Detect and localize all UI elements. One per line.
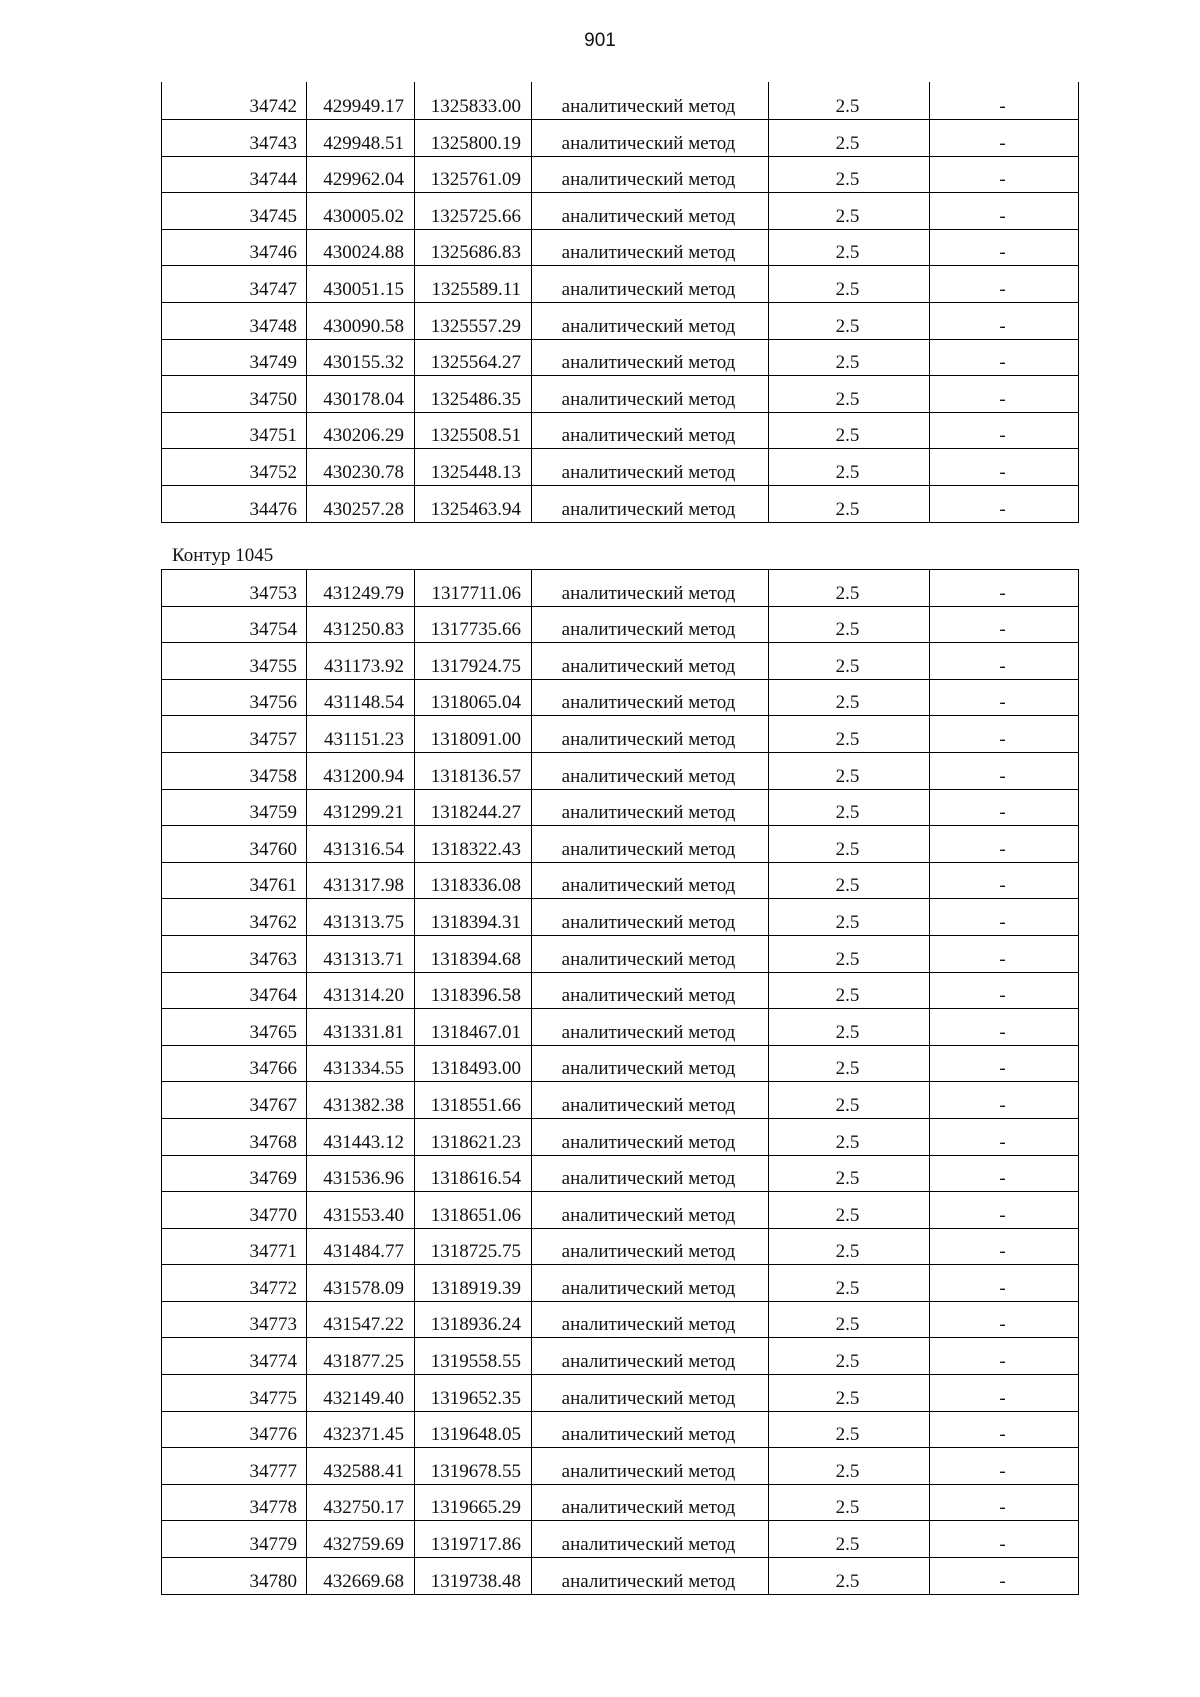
coordinates-table-contour <box>161 569 1079 1595</box>
accuracy-cell: 2.5 <box>769 1411 930 1448</box>
x-coordinate-cell: 431443.12 <box>307 1118 415 1155</box>
note-cell: - <box>930 229 1079 266</box>
table-row <box>162 156 1079 193</box>
method-cell: аналитический метод <box>532 229 769 266</box>
accuracy-cell: 2.5 <box>769 120 930 157</box>
note-cell: - <box>930 862 1079 899</box>
y-coordinate-cell: 1318936.24 <box>415 1301 532 1338</box>
point-number-cell: 34768 <box>162 1118 307 1155</box>
method-cell: аналитический метод <box>532 899 769 936</box>
accuracy-cell: 2.5 <box>769 193 930 230</box>
accuracy-cell: 2.5 <box>769 826 930 863</box>
page-number: 901 <box>584 30 616 51</box>
point-number-cell: 34476 <box>162 486 307 523</box>
x-coordinate-cell: 431148.54 <box>307 679 415 716</box>
accuracy-cell: 2.5 <box>769 679 930 716</box>
accuracy-cell: 2.5 <box>769 1375 930 1412</box>
method-cell: аналитический метод <box>532 120 769 157</box>
x-coordinate-cell: 432750.17 <box>307 1484 415 1521</box>
note-cell: - <box>930 1448 1079 1485</box>
y-coordinate-cell: 1317711.06 <box>415 570 532 607</box>
y-coordinate-cell: 1318467.01 <box>415 1009 532 1046</box>
point-number-cell: 34776 <box>162 1411 307 1448</box>
table-row <box>162 1558 1079 1595</box>
y-coordinate-cell: 1318493.00 <box>415 1045 532 1082</box>
table-row <box>162 82 1079 120</box>
accuracy-cell: 2.5 <box>769 1155 930 1192</box>
note-cell: - <box>930 826 1079 863</box>
x-coordinate-cell: 430230.78 <box>307 449 415 486</box>
note-cell: - <box>930 1375 1079 1412</box>
note-cell: - <box>930 1338 1079 1375</box>
y-coordinate-cell: 1319678.55 <box>415 1448 532 1485</box>
table-row <box>162 266 1079 303</box>
point-number-cell: 34765 <box>162 1009 307 1046</box>
note-cell: - <box>930 570 1079 607</box>
note-cell: - <box>930 972 1079 1009</box>
accuracy-cell: 2.5 <box>769 1484 930 1521</box>
y-coordinate-cell: 1319558.55 <box>415 1338 532 1375</box>
table-row <box>162 486 1079 523</box>
method-cell: аналитический метод <box>532 570 769 607</box>
y-coordinate-cell: 1318136.57 <box>415 752 532 789</box>
x-coordinate-cell: 432371.45 <box>307 1411 415 1448</box>
note-cell: - <box>930 1045 1079 1082</box>
note-cell: - <box>930 156 1079 193</box>
note-cell: - <box>930 1118 1079 1155</box>
accuracy-cell: 2.5 <box>769 789 930 826</box>
point-number-cell: 34749 <box>162 339 307 376</box>
note-cell: - <box>930 412 1079 449</box>
point-number-cell: 34761 <box>162 862 307 899</box>
point-number-cell: 34745 <box>162 193 307 230</box>
x-coordinate-cell: 431578.09 <box>307 1265 415 1302</box>
point-number-cell: 34752 <box>162 449 307 486</box>
x-coordinate-cell: 431151.23 <box>307 716 415 753</box>
accuracy-cell: 2.5 <box>769 862 930 899</box>
x-coordinate-cell: 431331.81 <box>307 1009 415 1046</box>
table-row <box>162 1411 1079 1448</box>
x-coordinate-cell: 431553.40 <box>307 1192 415 1229</box>
accuracy-cell: 2.5 <box>769 229 930 266</box>
point-number-cell: 34756 <box>162 679 307 716</box>
x-coordinate-cell: 431334.55 <box>307 1045 415 1082</box>
accuracy-cell: 2.5 <box>769 1228 930 1265</box>
accuracy-cell: 2.5 <box>769 449 930 486</box>
note-cell: - <box>930 1301 1079 1338</box>
x-coordinate-cell: 431547.22 <box>307 1301 415 1338</box>
note-cell: - <box>930 120 1079 157</box>
x-coordinate-cell: 431877.25 <box>307 1338 415 1375</box>
note-cell: - <box>930 266 1079 303</box>
method-cell: аналитический метод <box>532 1411 769 1448</box>
x-coordinate-cell: 431314.20 <box>307 972 415 1009</box>
method-cell: аналитический метод <box>532 412 769 449</box>
note-cell: - <box>930 339 1079 376</box>
table-row <box>162 449 1079 486</box>
x-coordinate-cell: 430005.02 <box>307 193 415 230</box>
method-cell: аналитический метод <box>532 826 769 863</box>
table-row <box>162 862 1079 899</box>
method-cell: аналитический метод <box>532 1009 769 1046</box>
y-coordinate-cell: 1325486.35 <box>415 376 532 413</box>
table-row <box>162 789 1079 826</box>
method-cell: аналитический метод <box>532 193 769 230</box>
table-row <box>162 229 1079 266</box>
note-cell: - <box>930 935 1079 972</box>
table-row <box>162 1484 1079 1521</box>
x-coordinate-cell: 430178.04 <box>307 376 415 413</box>
x-coordinate-cell: 431313.75 <box>307 899 415 936</box>
note-cell: - <box>930 1558 1079 1595</box>
table-row <box>162 1192 1079 1229</box>
table-row <box>162 826 1079 863</box>
accuracy-cell: 2.5 <box>769 1301 930 1338</box>
note-cell: - <box>930 82 1079 120</box>
method-cell: аналитический метод <box>532 1155 769 1192</box>
x-coordinate-cell: 430257.28 <box>307 486 415 523</box>
method-cell: аналитический метод <box>532 339 769 376</box>
x-coordinate-cell: 430090.58 <box>307 303 415 340</box>
point-number-cell: 34770 <box>162 1192 307 1229</box>
table-row <box>162 935 1079 972</box>
method-cell: аналитический метод <box>532 935 769 972</box>
y-coordinate-cell: 1318394.31 <box>415 899 532 936</box>
y-coordinate-cell: 1319738.48 <box>415 1558 532 1595</box>
table-row <box>162 679 1079 716</box>
point-number-cell: 34774 <box>162 1338 307 1375</box>
x-coordinate-cell: 432669.68 <box>307 1558 415 1595</box>
y-coordinate-cell: 1318336.08 <box>415 862 532 899</box>
table-row <box>162 193 1079 230</box>
point-number-cell: 34769 <box>162 1155 307 1192</box>
y-coordinate-cell: 1325463.94 <box>415 486 532 523</box>
accuracy-cell: 2.5 <box>769 1118 930 1155</box>
y-coordinate-cell: 1325686.83 <box>415 229 532 266</box>
note-cell: - <box>930 679 1079 716</box>
method-cell: аналитический метод <box>532 1448 769 1485</box>
y-coordinate-cell: 1319652.35 <box>415 1375 532 1412</box>
note-cell: - <box>930 303 1079 340</box>
note-cell: - <box>930 1521 1079 1558</box>
method-cell: аналитический метод <box>532 752 769 789</box>
note-cell: - <box>930 376 1079 413</box>
accuracy-cell: 2.5 <box>769 1448 930 1485</box>
x-coordinate-cell: 432588.41 <box>307 1448 415 1485</box>
point-number-cell: 34758 <box>162 752 307 789</box>
table-row <box>162 1082 1079 1119</box>
note-cell: - <box>930 716 1079 753</box>
y-coordinate-cell: 1325800.19 <box>415 120 532 157</box>
table-row <box>162 1155 1079 1192</box>
point-number-cell: 34751 <box>162 412 307 449</box>
y-coordinate-cell: 1317735.66 <box>415 606 532 643</box>
accuracy-cell: 2.5 <box>769 339 930 376</box>
table-row <box>162 716 1079 753</box>
method-cell: аналитический метод <box>532 376 769 413</box>
table-row <box>162 1118 1079 1155</box>
note-cell: - <box>930 193 1079 230</box>
table-row <box>162 1228 1079 1265</box>
accuracy-cell: 2.5 <box>769 82 930 120</box>
method-cell: аналитический метод <box>532 1521 769 1558</box>
method-cell: аналитический метод <box>532 862 769 899</box>
point-number-cell: 34750 <box>162 376 307 413</box>
point-number-cell: 34753 <box>162 570 307 607</box>
accuracy-cell: 2.5 <box>769 1521 930 1558</box>
x-coordinate-cell: 431484.77 <box>307 1228 415 1265</box>
point-number-cell: 34779 <box>162 1521 307 1558</box>
point-number-cell: 34775 <box>162 1375 307 1412</box>
accuracy-cell: 2.5 <box>769 412 930 449</box>
method-cell: аналитический метод <box>532 266 769 303</box>
y-coordinate-cell: 1318322.43 <box>415 826 532 863</box>
x-coordinate-cell: 430155.32 <box>307 339 415 376</box>
method-cell: аналитический метод <box>532 486 769 523</box>
accuracy-cell: 2.5 <box>769 1045 930 1082</box>
x-coordinate-cell: 429962.04 <box>307 156 415 193</box>
x-coordinate-cell: 431299.21 <box>307 789 415 826</box>
y-coordinate-cell: 1325448.13 <box>415 449 532 486</box>
x-coordinate-cell: 429949.17 <box>307 82 415 120</box>
note-cell: - <box>930 486 1079 523</box>
table-row <box>162 1375 1079 1412</box>
table-row <box>162 1265 1079 1302</box>
y-coordinate-cell: 1318394.68 <box>415 935 532 972</box>
method-cell: аналитический метод <box>532 1228 769 1265</box>
note-cell: - <box>930 643 1079 680</box>
table-row <box>162 1009 1079 1046</box>
method-cell: аналитический метод <box>532 1558 769 1595</box>
point-number-cell: 34746 <box>162 229 307 266</box>
point-number-cell: 34748 <box>162 303 307 340</box>
y-coordinate-cell: 1318551.66 <box>415 1082 532 1119</box>
table-row <box>162 1301 1079 1338</box>
point-number-cell: 34773 <box>162 1301 307 1338</box>
x-coordinate-cell: 431249.79 <box>307 570 415 607</box>
method-cell: аналитический метод <box>532 972 769 1009</box>
point-number-cell: 34754 <box>162 606 307 643</box>
method-cell: аналитический метод <box>532 1118 769 1155</box>
method-cell: аналитический метод <box>532 1484 769 1521</box>
point-number-cell: 34743 <box>162 120 307 157</box>
point-number-cell: 34763 <box>162 935 307 972</box>
y-coordinate-cell: 1318065.04 <box>415 679 532 716</box>
note-cell: - <box>930 1265 1079 1302</box>
note-cell: - <box>930 1192 1079 1229</box>
y-coordinate-cell: 1318244.27 <box>415 789 532 826</box>
point-number-cell: 34747 <box>162 266 307 303</box>
accuracy-cell: 2.5 <box>769 570 930 607</box>
note-cell: - <box>930 1228 1079 1265</box>
x-coordinate-cell: 431536.96 <box>307 1155 415 1192</box>
note-cell: - <box>930 1009 1079 1046</box>
x-coordinate-cell: 431317.98 <box>307 862 415 899</box>
method-cell: аналитический метод <box>532 1082 769 1119</box>
point-number-cell: 34780 <box>162 1558 307 1595</box>
method-cell: аналитический метод <box>532 1338 769 1375</box>
table-row <box>162 376 1079 413</box>
x-coordinate-cell: 429948.51 <box>307 120 415 157</box>
note-cell: - <box>930 1155 1079 1192</box>
point-number-cell: 34764 <box>162 972 307 1009</box>
point-number-cell: 34766 <box>162 1045 307 1082</box>
method-cell: аналитический метод <box>532 1192 769 1229</box>
method-cell: аналитический метод <box>532 1301 769 1338</box>
method-cell: аналитический метод <box>532 449 769 486</box>
note-cell: - <box>930 1082 1079 1119</box>
accuracy-cell: 2.5 <box>769 1009 930 1046</box>
table-row <box>162 972 1079 1009</box>
point-number-cell: 34767 <box>162 1082 307 1119</box>
method-cell: аналитический метод <box>532 643 769 680</box>
accuracy-cell: 2.5 <box>769 266 930 303</box>
note-cell: - <box>930 606 1079 643</box>
x-coordinate-cell: 431173.92 <box>307 643 415 680</box>
table-row <box>162 643 1079 680</box>
table-row <box>162 303 1079 340</box>
point-number-cell: 34757 <box>162 716 307 753</box>
note-cell: - <box>930 1484 1079 1521</box>
method-cell: аналитический метод <box>532 303 769 340</box>
accuracy-cell: 2.5 <box>769 606 930 643</box>
table-row <box>162 120 1079 157</box>
accuracy-cell: 2.5 <box>769 972 930 1009</box>
x-coordinate-cell: 432759.69 <box>307 1521 415 1558</box>
x-coordinate-cell: 431200.94 <box>307 752 415 789</box>
table-row <box>162 339 1079 376</box>
y-coordinate-cell: 1318616.54 <box>415 1155 532 1192</box>
note-cell: - <box>930 899 1079 936</box>
point-number-cell: 34762 <box>162 899 307 936</box>
point-number-cell: 34772 <box>162 1265 307 1302</box>
accuracy-cell: 2.5 <box>769 486 930 523</box>
x-coordinate-cell: 431250.83 <box>307 606 415 643</box>
x-coordinate-cell: 430206.29 <box>307 412 415 449</box>
y-coordinate-cell: 1325761.09 <box>415 156 532 193</box>
coordinates-table-top <box>161 82 1079 523</box>
y-coordinate-cell: 1319665.29 <box>415 1484 532 1521</box>
accuracy-cell: 2.5 <box>769 1192 930 1229</box>
accuracy-cell: 2.5 <box>769 303 930 340</box>
x-coordinate-cell: 430024.88 <box>307 229 415 266</box>
point-number-cell: 34777 <box>162 1448 307 1485</box>
point-number-cell: 34778 <box>162 1484 307 1521</box>
y-coordinate-cell: 1318091.00 <box>415 716 532 753</box>
method-cell: аналитический метод <box>532 82 769 120</box>
y-coordinate-cell: 1318651.06 <box>415 1192 532 1229</box>
method-cell: аналитический метод <box>532 156 769 193</box>
x-coordinate-cell: 431382.38 <box>307 1082 415 1119</box>
method-cell: аналитический метод <box>532 1045 769 1082</box>
y-coordinate-cell: 1325833.00 <box>415 82 532 120</box>
y-coordinate-cell: 1325725.66 <box>415 193 532 230</box>
table-row <box>162 752 1079 789</box>
note-cell: - <box>930 789 1079 826</box>
table-row <box>162 1045 1079 1082</box>
x-coordinate-cell: 431313.71 <box>307 935 415 972</box>
contour-label: Контур 1045 <box>172 545 274 566</box>
y-coordinate-cell: 1318919.39 <box>415 1265 532 1302</box>
table-row <box>162 1448 1079 1485</box>
y-coordinate-cell: 1319717.86 <box>415 1521 532 1558</box>
y-coordinate-cell: 1317924.75 <box>415 643 532 680</box>
accuracy-cell: 2.5 <box>769 1265 930 1302</box>
accuracy-cell: 2.5 <box>769 1338 930 1375</box>
table-row <box>162 570 1079 607</box>
y-coordinate-cell: 1318621.23 <box>415 1118 532 1155</box>
table-row <box>162 1521 1079 1558</box>
accuracy-cell: 2.5 <box>769 643 930 680</box>
accuracy-cell: 2.5 <box>769 899 930 936</box>
point-number-cell: 34742 <box>162 82 307 120</box>
y-coordinate-cell: 1325557.29 <box>415 303 532 340</box>
y-coordinate-cell: 1325564.27 <box>415 339 532 376</box>
point-number-cell: 34755 <box>162 643 307 680</box>
accuracy-cell: 2.5 <box>769 156 930 193</box>
x-coordinate-cell: 431316.54 <box>307 826 415 863</box>
accuracy-cell: 2.5 <box>769 716 930 753</box>
method-cell: аналитический метод <box>532 1375 769 1412</box>
table-row <box>162 1338 1079 1375</box>
y-coordinate-cell: 1319648.05 <box>415 1411 532 1448</box>
accuracy-cell: 2.5 <box>769 752 930 789</box>
accuracy-cell: 2.5 <box>769 1558 930 1595</box>
method-cell: аналитический метод <box>532 716 769 753</box>
x-coordinate-cell: 432149.40 <box>307 1375 415 1412</box>
y-coordinate-cell: 1325508.51 <box>415 412 532 449</box>
table-row <box>162 606 1079 643</box>
accuracy-cell: 2.5 <box>769 1082 930 1119</box>
x-coordinate-cell: 430051.15 <box>307 266 415 303</box>
accuracy-cell: 2.5 <box>769 376 930 413</box>
note-cell: - <box>930 449 1079 486</box>
note-cell: - <box>930 1411 1079 1448</box>
y-coordinate-cell: 1325589.11 <box>415 266 532 303</box>
point-number-cell: 34744 <box>162 156 307 193</box>
point-number-cell: 34760 <box>162 826 307 863</box>
table-row <box>162 412 1079 449</box>
table-row <box>162 899 1079 936</box>
y-coordinate-cell: 1318725.75 <box>415 1228 532 1265</box>
method-cell: аналитический метод <box>532 1265 769 1302</box>
method-cell: аналитический метод <box>532 789 769 826</box>
note-cell: - <box>930 752 1079 789</box>
point-number-cell: 34759 <box>162 789 307 826</box>
accuracy-cell: 2.5 <box>769 935 930 972</box>
y-coordinate-cell: 1318396.58 <box>415 972 532 1009</box>
method-cell: аналитический метод <box>532 679 769 716</box>
point-number-cell: 34771 <box>162 1228 307 1265</box>
method-cell: аналитический метод <box>532 606 769 643</box>
